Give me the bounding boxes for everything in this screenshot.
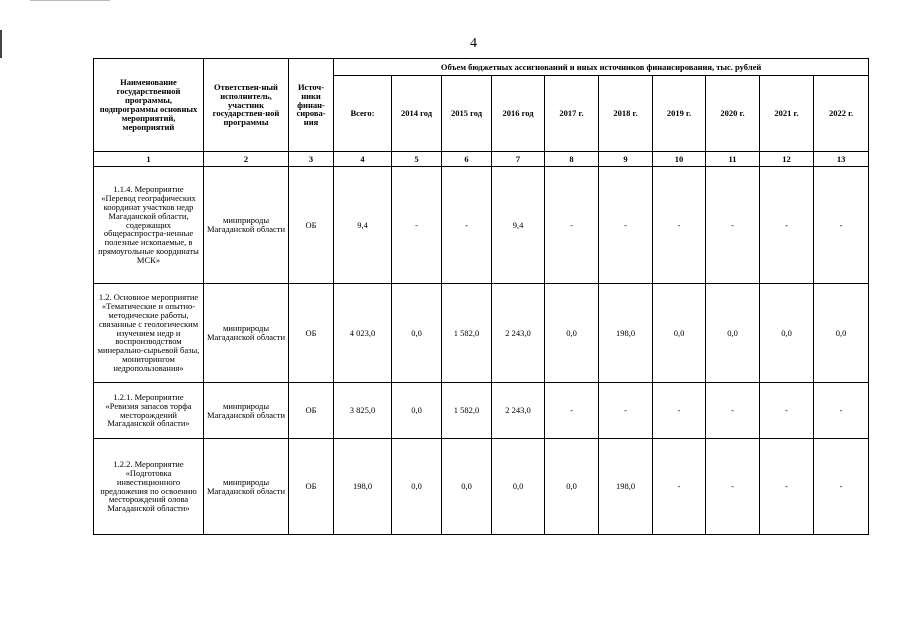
value-cell: - — [760, 167, 814, 284]
column-number: 7 — [492, 152, 545, 167]
value-cell: - — [814, 439, 869, 535]
budget-table — [93, 58, 869, 535]
header-year: Всего: — [334, 76, 392, 152]
header-year: 2014 год — [392, 76, 442, 152]
value-cell: 0,0 — [392, 439, 442, 535]
column-number: 1 — [94, 152, 204, 167]
header-year: 2020 г. — [706, 76, 760, 152]
value-cell: 0,0 — [706, 284, 760, 383]
table-row — [94, 167, 869, 284]
header-year: 2019 г. — [653, 76, 706, 152]
value-cell: 0,0 — [392, 284, 442, 383]
value-cell: - — [599, 383, 653, 439]
source-cell: ОБ — [289, 439, 334, 535]
scan-edge-mark — [0, 30, 2, 58]
value-cell: 198,0 — [599, 284, 653, 383]
table-row — [94, 439, 869, 535]
value-cell: 198,0 — [599, 439, 653, 535]
column-number: 8 — [545, 152, 599, 167]
value-cell: 3 825,0 — [334, 383, 392, 439]
header-program-name: Наименование государственной программы, подпрограммы основных мероприятий, мероприятий — [94, 59, 204, 152]
column-number: 5 — [392, 152, 442, 167]
value-cell: - — [545, 383, 599, 439]
executor-cell: минприроды Магаданской области — [204, 383, 289, 439]
header-year: 2018 г. — [599, 76, 653, 152]
page-number: 4 — [470, 36, 477, 51]
value-cell: 0,0 — [653, 284, 706, 383]
header-row-top — [94, 59, 869, 76]
value-cell: 0,0 — [760, 284, 814, 383]
value-cell: 0,0 — [492, 439, 545, 535]
value-cell: - — [706, 383, 760, 439]
value-cell: 0,0 — [392, 383, 442, 439]
value-cell: 0,0 — [814, 284, 869, 383]
value-cell: - — [653, 439, 706, 535]
value-cell: - — [706, 167, 760, 284]
column-number: 11 — [706, 152, 760, 167]
column-number: 13 — [814, 152, 869, 167]
column-number: 4 — [334, 152, 392, 167]
value-cell: - — [653, 383, 706, 439]
value-cell: 0,0 — [545, 284, 599, 383]
value-cell: - — [653, 167, 706, 284]
table-row — [94, 383, 869, 439]
value-cell: 9,4 — [334, 167, 392, 284]
header-funding-volume: Объем бюджетных ассигнований и иных источников финансирования, тыс. рублей — [334, 59, 869, 76]
value-cell: - — [814, 383, 869, 439]
value-cell: 2 243,0 — [492, 284, 545, 383]
value-cell: - — [392, 167, 442, 284]
value-cell: - — [442, 167, 492, 284]
value-cell: 4 023,0 — [334, 284, 392, 383]
activity-name: 1.2.2. Мероприятие «Подготовка инвестиционного предложения по освоению месторождений олова Магаданской области» — [94, 439, 204, 535]
value-cell: 1 582,0 — [442, 284, 492, 383]
table-row — [94, 284, 869, 383]
column-number: 6 — [442, 152, 492, 167]
value-cell: 2 243,0 — [492, 383, 545, 439]
activity-name: 1.2.1. Мероприятие «Ревизия запасов торфа месторождений Магаданской области» — [94, 383, 204, 439]
column-number: 10 — [653, 152, 706, 167]
value-cell: - — [760, 383, 814, 439]
executor-cell: минприроды Магаданской области — [204, 167, 289, 284]
value-cell: 0,0 — [545, 439, 599, 535]
value-cell: - — [760, 439, 814, 535]
header-funding-source: Источ-ники финан-сирова-ния — [289, 59, 334, 152]
header-year: 2016 год — [492, 76, 545, 152]
column-number: 2 — [204, 152, 289, 167]
source-cell: ОБ — [289, 383, 334, 439]
column-number-row — [94, 152, 869, 167]
header-year: 2022 г. — [814, 76, 869, 152]
value-cell: - — [599, 167, 653, 284]
column-number: 12 — [760, 152, 814, 167]
value-cell: - — [814, 167, 869, 284]
executor-cell: минприроды Магаданской области — [204, 284, 289, 383]
source-cell: ОБ — [289, 167, 334, 284]
value-cell: - — [706, 439, 760, 535]
header-year: 2015 год — [442, 76, 492, 152]
value-cell: 1 582,0 — [442, 383, 492, 439]
header-year: 2021 г. — [760, 76, 814, 152]
activity-name: 1.2. Основное мероприятие «Тематические и опытно-методические работы, связанные с геологическим изучением недр и воспроизводством минерально-сырьевой базы, мониторингом недропользования» — [94, 284, 204, 383]
header-executor: Ответствен-ный исполнитель, участник государствен-ной программы — [204, 59, 289, 152]
executor-cell: минприроды Магаданской области — [204, 439, 289, 535]
value-cell: 9,4 — [492, 167, 545, 284]
source-cell: ОБ — [289, 284, 334, 383]
header-year: 2017 г. — [545, 76, 599, 152]
value-cell: - — [545, 167, 599, 284]
column-number: 9 — [599, 152, 653, 167]
activity-name: 1.1.4. Мероприятие «Перевод географических координат участков недр Магаданской области, содержащих общераспростра-ненные полезные ископаемые, в прямоугольные координаты МСК» — [94, 167, 204, 284]
column-number: 3 — [289, 152, 334, 167]
value-cell: 198,0 — [334, 439, 392, 535]
value-cell: 0,0 — [442, 439, 492, 535]
scan-top-mark — [30, 0, 110, 1]
